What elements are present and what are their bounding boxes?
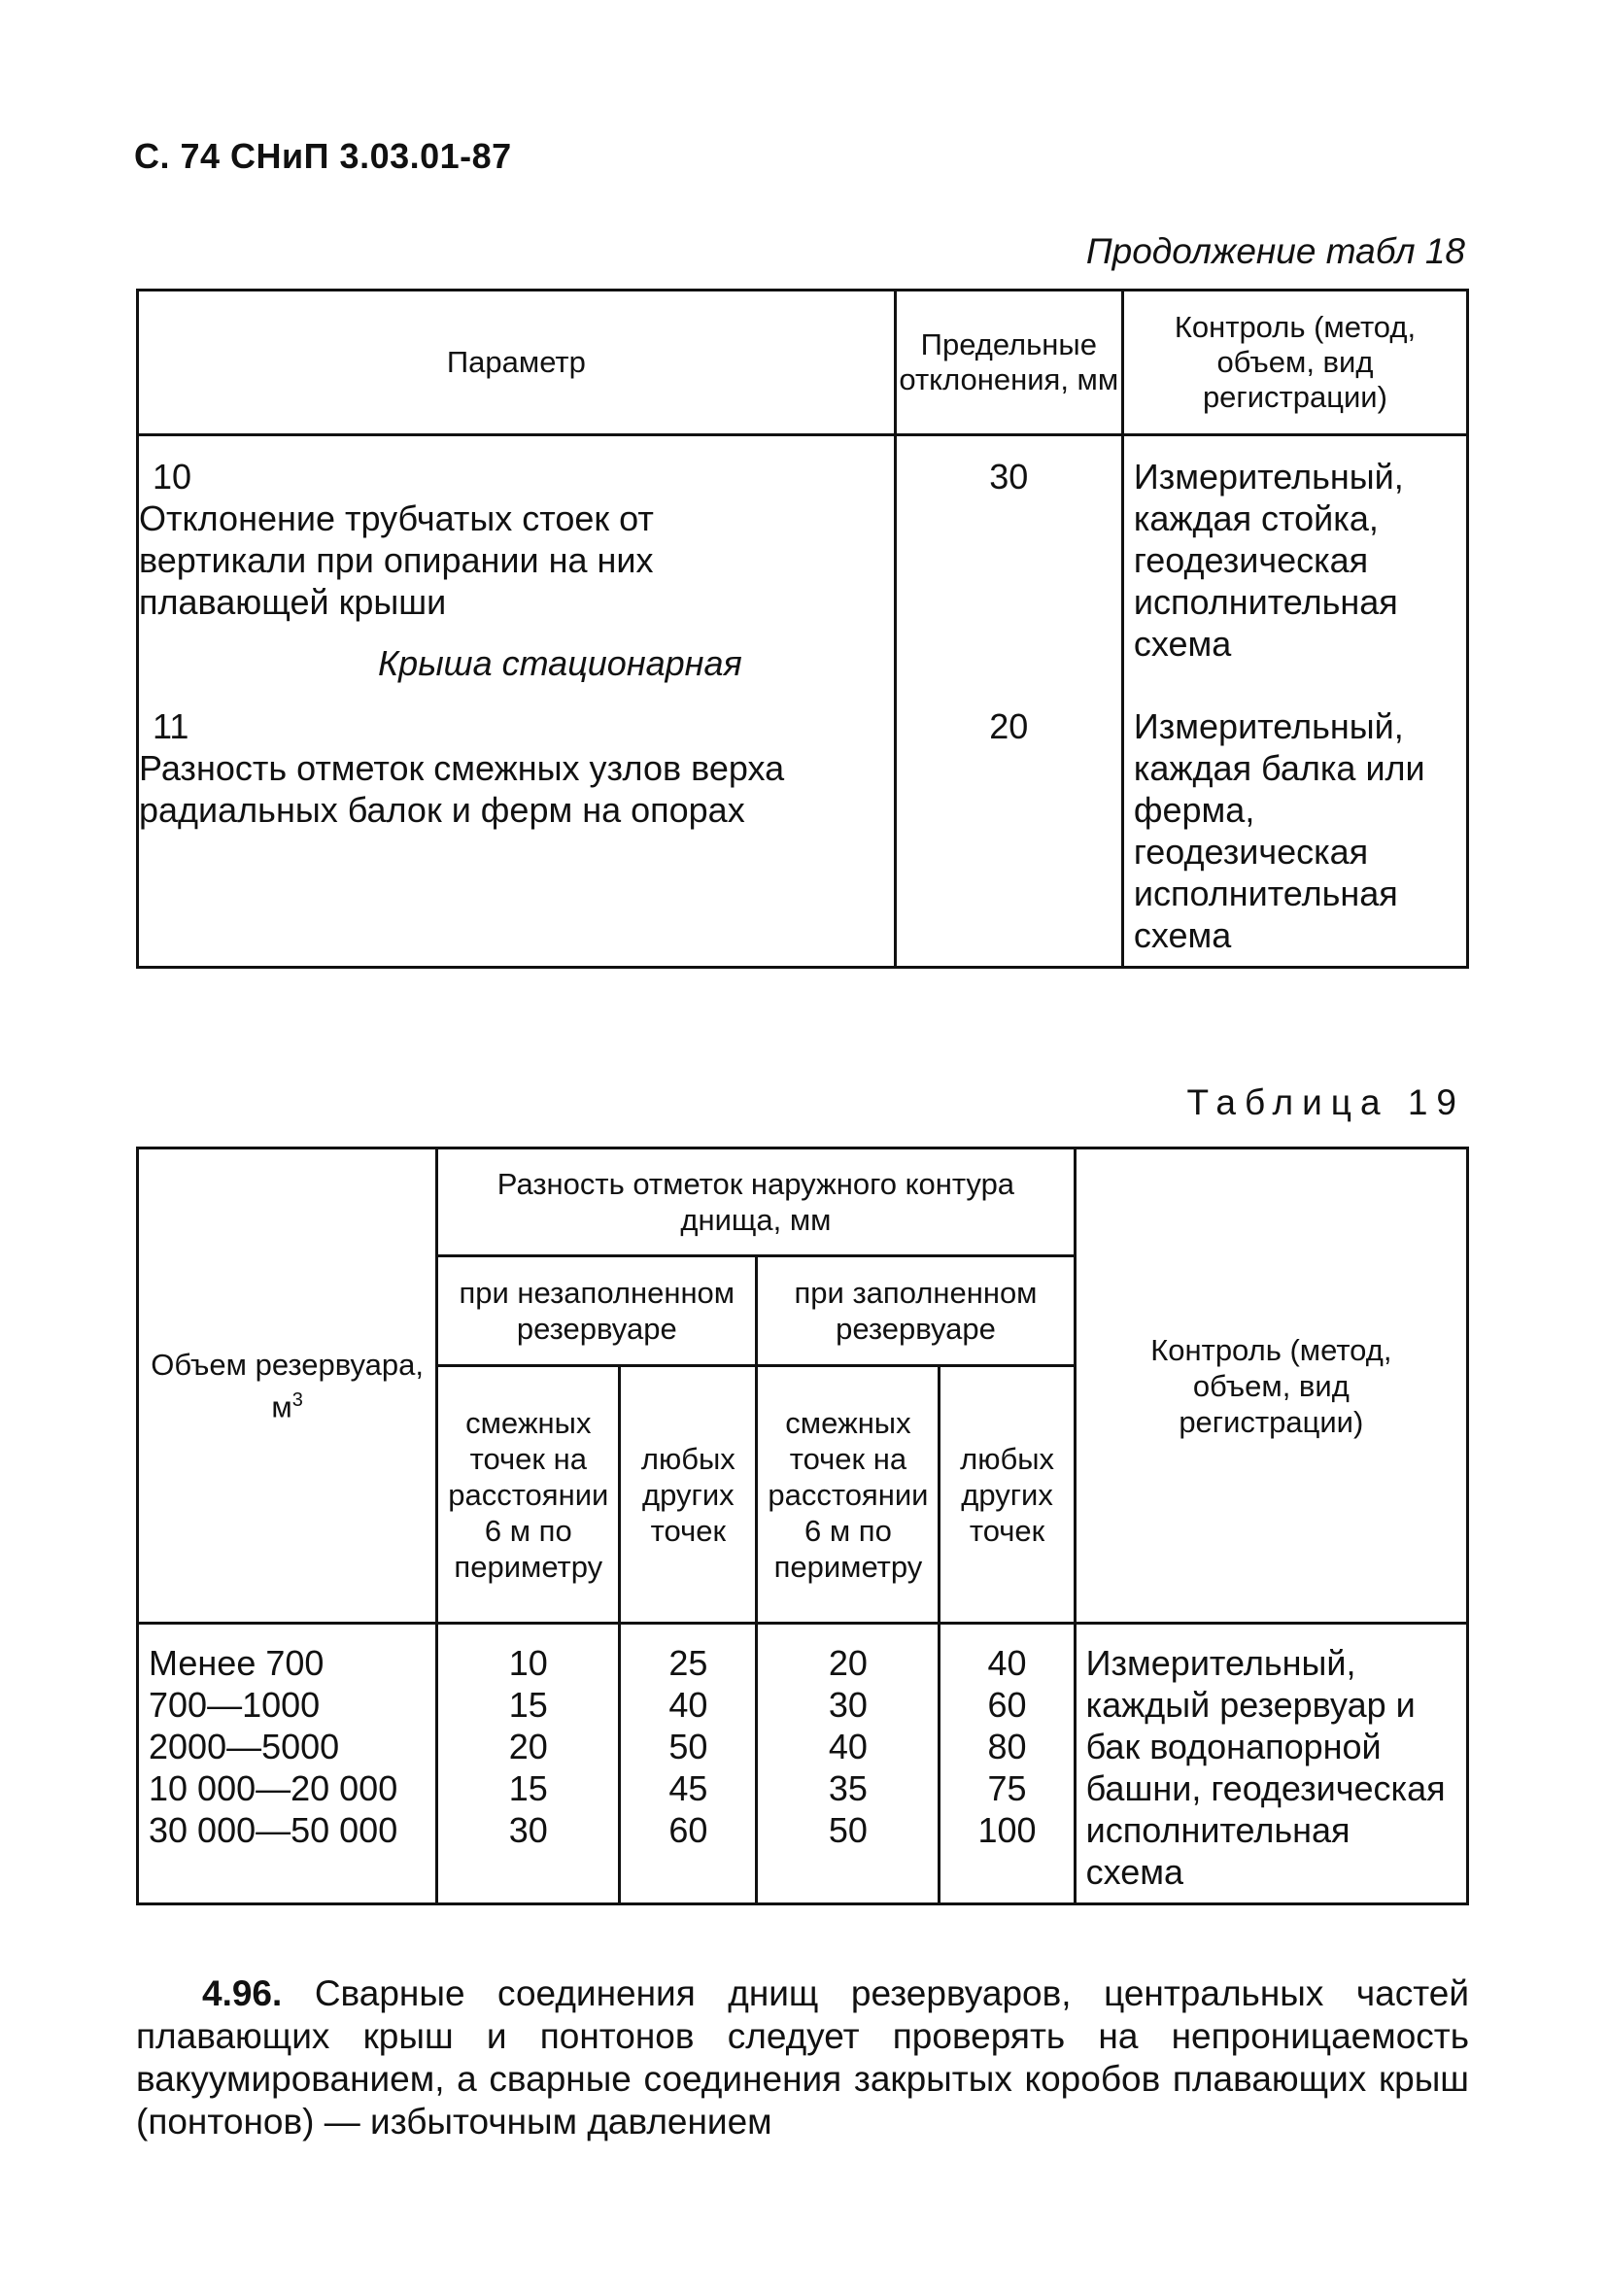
value: 35: [828, 1768, 868, 1808]
adjacent-unfilled-cell: [437, 1624, 620, 1904]
value: 60: [987, 1685, 1027, 1725]
volume-value: 700—1000: [149, 1685, 321, 1725]
table-header-row: [138, 291, 1468, 435]
volume-value: 10 000—20 000: [149, 1768, 398, 1808]
col-header-deviation: Предельные отклонения, мм: [895, 291, 1122, 435]
value: 50: [828, 1810, 868, 1850]
col-header-adjacent-unfilled: смежных точек на расстоянии 6 м по периметру: [437, 1366, 620, 1624]
param-text: Разность отметок смежных узлов верха радиальных балок и ферм на опорах: [139, 748, 785, 830]
col-header-filled: при заполненном резервуаре: [757, 1256, 1075, 1366]
value: 30: [508, 1810, 548, 1850]
table-header-row: [138, 1148, 1468, 1256]
paragraph-text: Сварные соединения днищ резервуаров, центральных частей плавающих крыш и понтонов следует проверять на непроницаемость вакуумированием, а сварные соединения закрытых коробов плавающих крыш (понтонов) — избыточным давлением: [136, 1973, 1469, 2142]
table-row: [138, 702, 1468, 968]
row-number: 10: [153, 457, 192, 497]
value: 45: [668, 1768, 708, 1808]
param-cell: [138, 702, 896, 968]
table-18: [136, 289, 1469, 969]
control-cell: Измерительный, каждый резервуар и бак водонапорной башни, геодезическая исполнительная схема: [1075, 1624, 1467, 1904]
value: 40: [987, 1643, 1027, 1683]
paragraph-4-96: [136, 1972, 1469, 2143]
control-cell: Измерительный, каждая балка или ферма, геодезическая исполнительная схема: [1122, 702, 1467, 968]
value: 40: [828, 1727, 868, 1766]
value: 20: [508, 1727, 548, 1766]
adjacent-filled-cell: [757, 1624, 940, 1904]
value: 60: [668, 1810, 708, 1850]
value: 20: [828, 1643, 868, 1683]
volume-unit-superscript: 3: [291, 1388, 303, 1411]
table-19: [136, 1147, 1469, 1905]
deviation-cell: 20: [895, 702, 1122, 968]
row-number: 11: [153, 706, 189, 746]
col-header-difference: Разность отметок наружного контура днища, мм: [437, 1148, 1075, 1256]
value: 100: [977, 1810, 1037, 1850]
param-cell: [138, 435, 896, 703]
any-filled-cell: [940, 1624, 1075, 1904]
value: 40: [668, 1685, 708, 1725]
col-header-control: Контроль (метод, объем, вид регистрации): [1122, 291, 1467, 435]
value: 25: [668, 1643, 708, 1683]
col-header-control: Контроль (метод, объем, вид регистрации): [1075, 1148, 1467, 1624]
table18-caption: Продолжение табл 18: [1085, 231, 1465, 271]
page-header: С. 74 СНиП 3.03.01-87: [134, 136, 512, 176]
volume-value: 30 000—50 000: [149, 1810, 398, 1850]
col-header-parameter: Параметр: [138, 291, 896, 435]
paragraph-number: 4.96.: [202, 1973, 283, 2013]
volume-value: 2000—5000: [149, 1727, 340, 1766]
volume-cell: [138, 1624, 437, 1904]
value: 75: [987, 1768, 1027, 1808]
col-header-adjacent-filled: смежных точек на расстоянии 6 м по периметру: [757, 1366, 940, 1624]
volume-value: Менее 700: [149, 1643, 325, 1683]
table19-caption: Таблица 19: [1186, 1082, 1465, 1122]
value: 30: [828, 1685, 868, 1725]
volume-label: Объем резервуара, м: [151, 1347, 425, 1424]
value: 50: [668, 1727, 708, 1766]
section-subheading: Крыша стационарная: [377, 643, 742, 683]
table-row: [138, 435, 1468, 703]
value: 10: [508, 1643, 548, 1683]
value: 80: [987, 1727, 1027, 1766]
any-unfilled-cell: [620, 1624, 757, 1904]
col-header-any-unfilled: любых других точек: [620, 1366, 757, 1624]
col-header-volume: [138, 1148, 437, 1624]
control-cell: Измерительный, каждая стойка, геодезическая исполнительная схема: [1122, 435, 1467, 703]
col-header-any-filled: любых других точек: [940, 1366, 1075, 1624]
col-header-unfilled: при незаполненном резервуаре: [437, 1256, 757, 1366]
deviation-cell: 30: [895, 435, 1122, 703]
param-text: Отклонение трубчатых стоек от вертикали при опирании на них плавающей крыши: [139, 498, 654, 622]
value: 15: [508, 1685, 548, 1725]
table-row: [138, 1624, 1468, 1904]
value: 15: [508, 1768, 548, 1808]
